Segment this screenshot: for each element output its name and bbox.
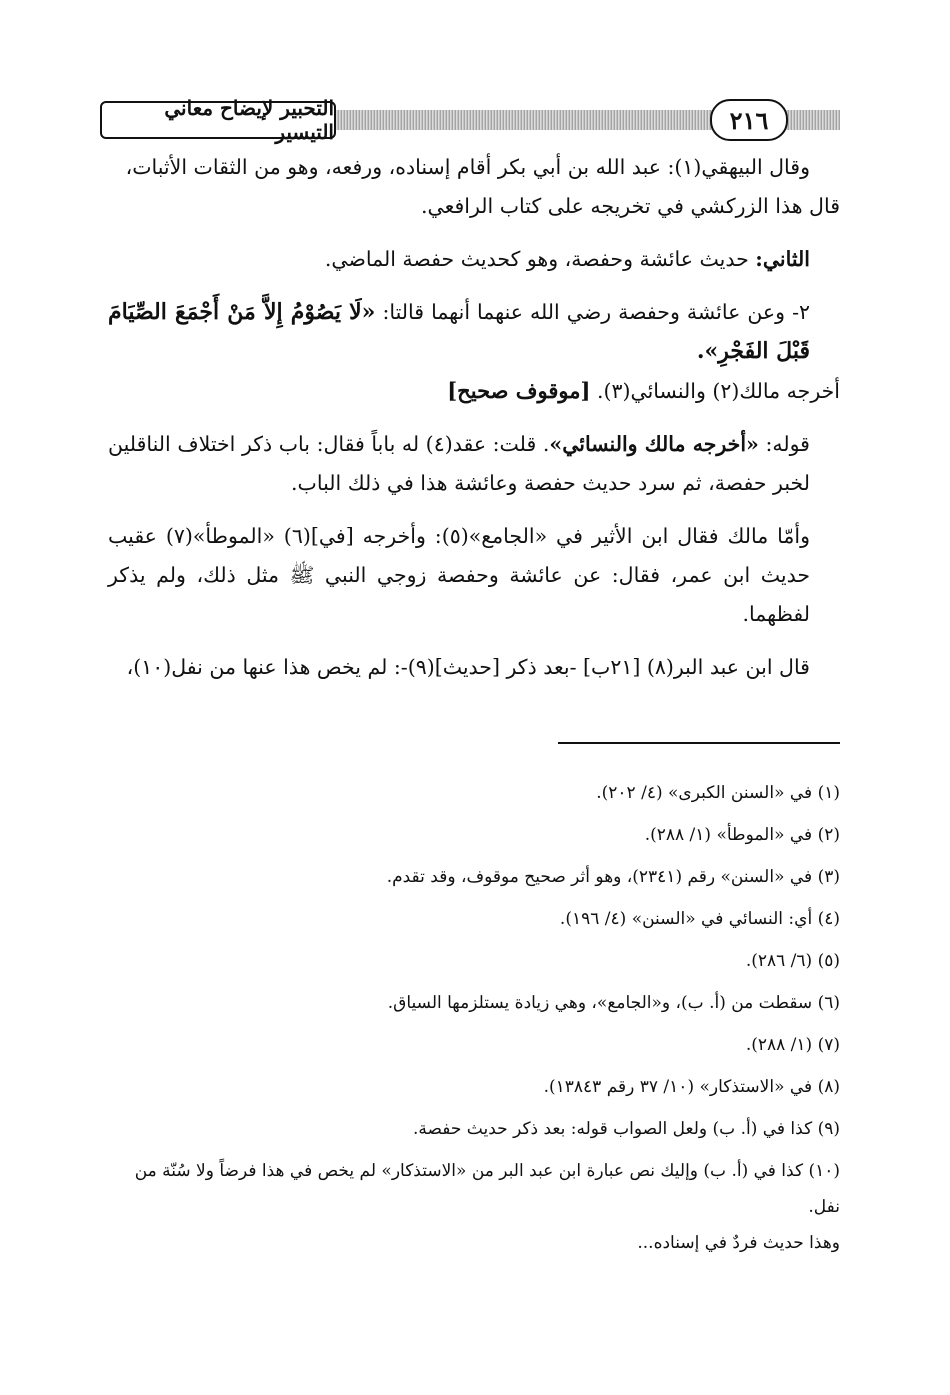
book-title: التحبير لإيضاح معاني التيسير: [100, 101, 336, 139]
footnote-7: (٧) (١/ ٢٨٨).: [745, 1035, 840, 1055]
paragraph-5: [108, 517, 840, 634]
hadith-paragraph: [108, 293, 840, 371]
footnote-separator: [558, 742, 840, 744]
paragraph-4-quote: «أخرجه مالك والنسائي»: [549, 432, 759, 456]
grading-verdict: [موقوف صحيح]: [447, 378, 591, 403]
paragraph-2: [108, 240, 840, 279]
paragraph-1-line-2: قال هذا الزركشي في تخريجه على كتاب الرافعي.: [420, 194, 840, 218]
footnote-2: (٢) في «الموطأ» (١/ ٢٨٨).: [644, 825, 840, 845]
running-header: [100, 98, 840, 142]
paragraph-1: [108, 148, 840, 187]
paragraph-1-line-1: وقال البيهقي(١): عبد الله بن أبي بكر أقام إسناده، ورفعه، وهو من الثقات الأثبات،: [125, 155, 810, 179]
paragraph-1-continued: [108, 187, 840, 226]
footnote-10-continuation: وهذا حديث فردٌ في إسناده...: [637, 1233, 840, 1253]
paragraph-4-text: . قلت: عقد(٤) له باباً فقال: باب ذكر اختلاف الناقلين لخبر حفصة، ثم سرد حديث حفصة وعائشة هذا في ذلك الباب.: [108, 432, 810, 495]
paragraph-5-text: وأمّا مالك فقال ابن الأثير في «الجامع»(٥): وأخرجه [في](٦) «الموطأ»(٧) عقيب حديث ابن عمر، فقال: عن عائشة وحفصة زوجي النبي ﷺ مثل ذلك، ولم يذكر لفظهما.: [108, 524, 811, 626]
paragraph-6-text: قال ابن عبد البر(٨) [٢١ب] -بعد ذكر [حديث](٩)-: لم يخص هذا عنها من نفل(١٠)،: [126, 655, 810, 679]
hadith-intro: ٢- وعن عائشة وحفصة رضي الله عنهما أنهما قالتا:: [375, 300, 811, 324]
page-number: ٢١٦: [710, 99, 788, 141]
footnote-8: (٨) في «الاستذكار» (١٠/ ٣٧ رقم ١٣٨٤٣).: [543, 1077, 840, 1097]
footnote-3: (٣) في «السنن» رقم (٢٣٤١)، وهو أثر صحيح موقوف، وقد تقدم.: [386, 867, 840, 887]
paragraph-4: [108, 425, 840, 503]
hadith-text: «لَا يَصُوْمُ إِلاَّ مَنْ أَجْمَعَ الصِّيَامَ قَبْلَ الفَجْرِ».: [108, 299, 810, 364]
takhrij-text: أخرجه مالك(٢) والنسائي(٣).: [590, 379, 840, 403]
footnote-9: (٩) كذا في (أ. ب) ولعل الصواب قوله: بعد ذكر حديث حفصة.: [413, 1119, 840, 1139]
paragraph-2-text: حديث عائشة وحفصة، وهو كحديث حفصة الماضي.: [324, 247, 756, 271]
main-text: [108, 148, 840, 701]
footnote-1: (١) في «السنن الكبرى» (٤/ ٢٠٢).: [596, 783, 840, 803]
paragraph-2-lead: الثاني:: [755, 247, 810, 271]
footnote-10: (١٠) كذا في (أ. ب) وإليك نص عبارة ابن عبد البر من «الاستذكار» لم يخص في هذا فرضاً ولا سُنّة من نفل.: [134, 1161, 840, 1217]
footnote-6: (٦) سقطت من (أ. ب)، و«الجامع»، وهي زيادة يستلزمها السياق.: [387, 993, 840, 1013]
footnote-5: (٥) (٦/ ٢٨٦).: [745, 951, 840, 971]
footnotes: [108, 775, 840, 1259]
paragraph-6: [108, 648, 840, 687]
footnote-4: (٤) أي: النسائي في «السنن» (٤/ ١٩٦).: [559, 909, 840, 929]
paragraph-4-start: قوله:: [758, 432, 810, 456]
takhrij-line: [108, 371, 840, 411]
